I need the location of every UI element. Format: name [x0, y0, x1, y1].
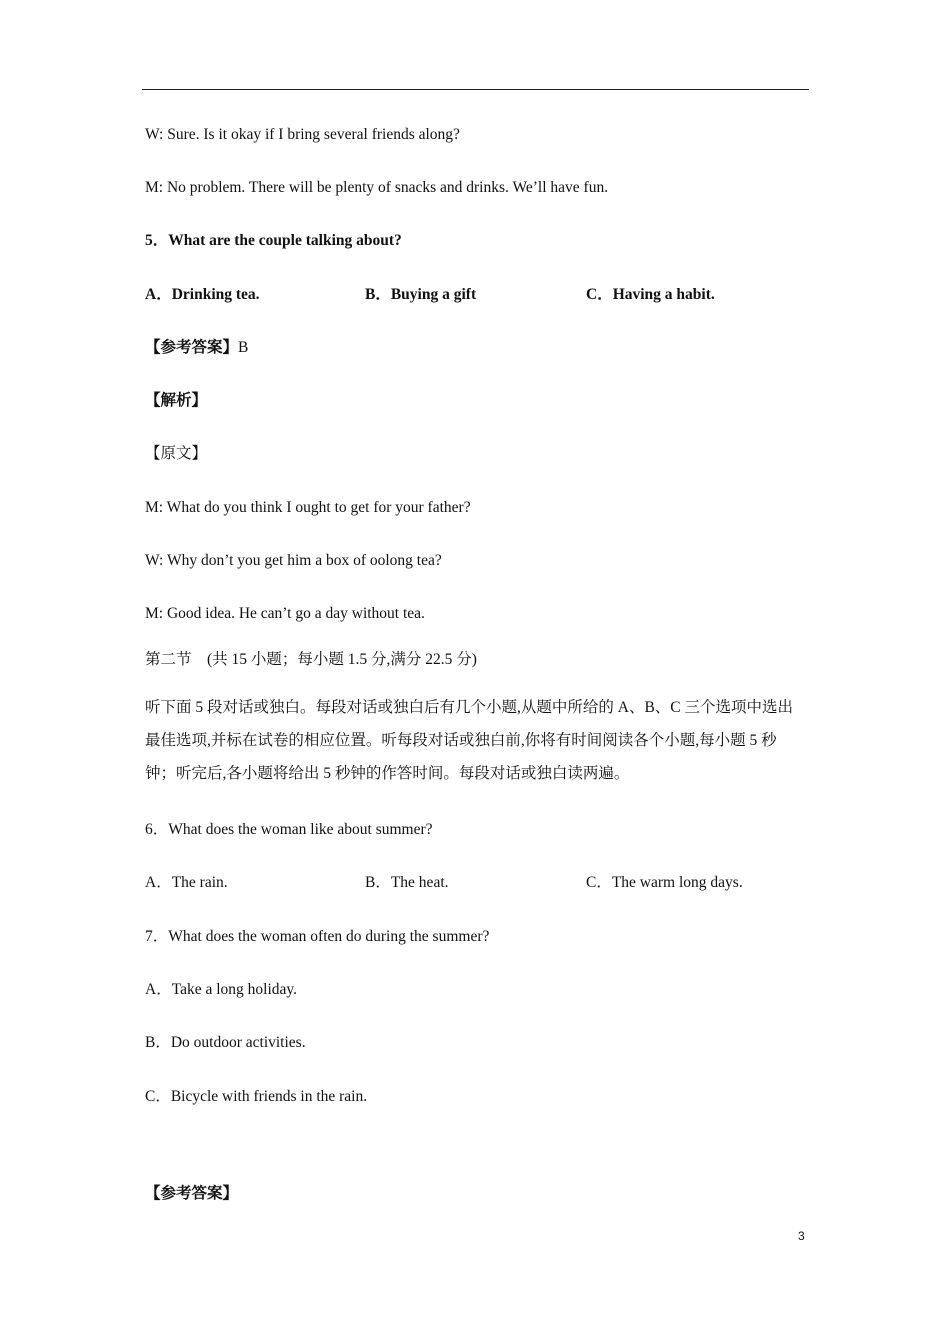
- q7-option-b: B．Do outdoor activities.: [145, 1034, 306, 1051]
- q6-option-b: B．The heat.: [365, 874, 449, 891]
- original-label: 【原文】: [145, 445, 208, 462]
- page-number: 3: [798, 1229, 805, 1243]
- question-6: 6．What does the woman like about summer?: [145, 821, 433, 838]
- q5-answer: [145, 338, 248, 358]
- question-7: 7．What does the woman often do during the summer?: [145, 928, 490, 945]
- section-2-heading: 第二节 (共 15 小题；每小题 1.5 分,满分 22.5 分): [145, 651, 477, 668]
- q6-option-c: C．The warm long days.: [586, 874, 743, 891]
- q7-option-c: C．Bicycle with friends in the rain.: [145, 1088, 368, 1105]
- q7-option-a: A．Take a long holiday.: [145, 981, 298, 998]
- question-5: 5．What are the couple talking about?: [145, 232, 402, 249]
- dialogue-line: W: Sure. Is it okay if I bring several friends along?: [145, 126, 460, 143]
- answer-label-bottom: 【参考答案】: [145, 1185, 239, 1202]
- dialogue-line: M: No problem. There will be plenty of snacks and drinks. We’ll have fun.: [145, 179, 609, 196]
- transcript-line: M: What do you think I ought to get for your father?: [145, 499, 471, 516]
- transcript-line: W: Why don’t you get him a box of oolong tea?: [145, 552, 442, 569]
- analysis-label: 【解析】: [145, 392, 208, 409]
- answer-value: B: [238, 339, 249, 356]
- q5-option-b: B．Buying a gift: [365, 286, 477, 303]
- q6-option-a: A．The rain.: [145, 874, 228, 891]
- answer-label: 【参考答案】: [145, 339, 239, 356]
- header-rule: [142, 89, 809, 90]
- q5-option-c: C．Having a habit.: [586, 286, 715, 303]
- section-2-instructions: 听下面 5 段对话或独白。每段对话或独白后有几个小题,从题中所给的 A、B、C 三个选项中选出最佳选项,并标在试卷的相应位置。听每段对话或独白前,你将有时间阅读各个小题,每小题 5 秒钟；听完后,各小题将给出 5 秒钟的作答时间。每段对话或独白读两遍。: [145, 699, 793, 782]
- transcript-line: M: Good idea. He can’t go a day without tea.: [145, 605, 425, 622]
- q5-option-a: A．Drinking tea.: [145, 286, 260, 303]
